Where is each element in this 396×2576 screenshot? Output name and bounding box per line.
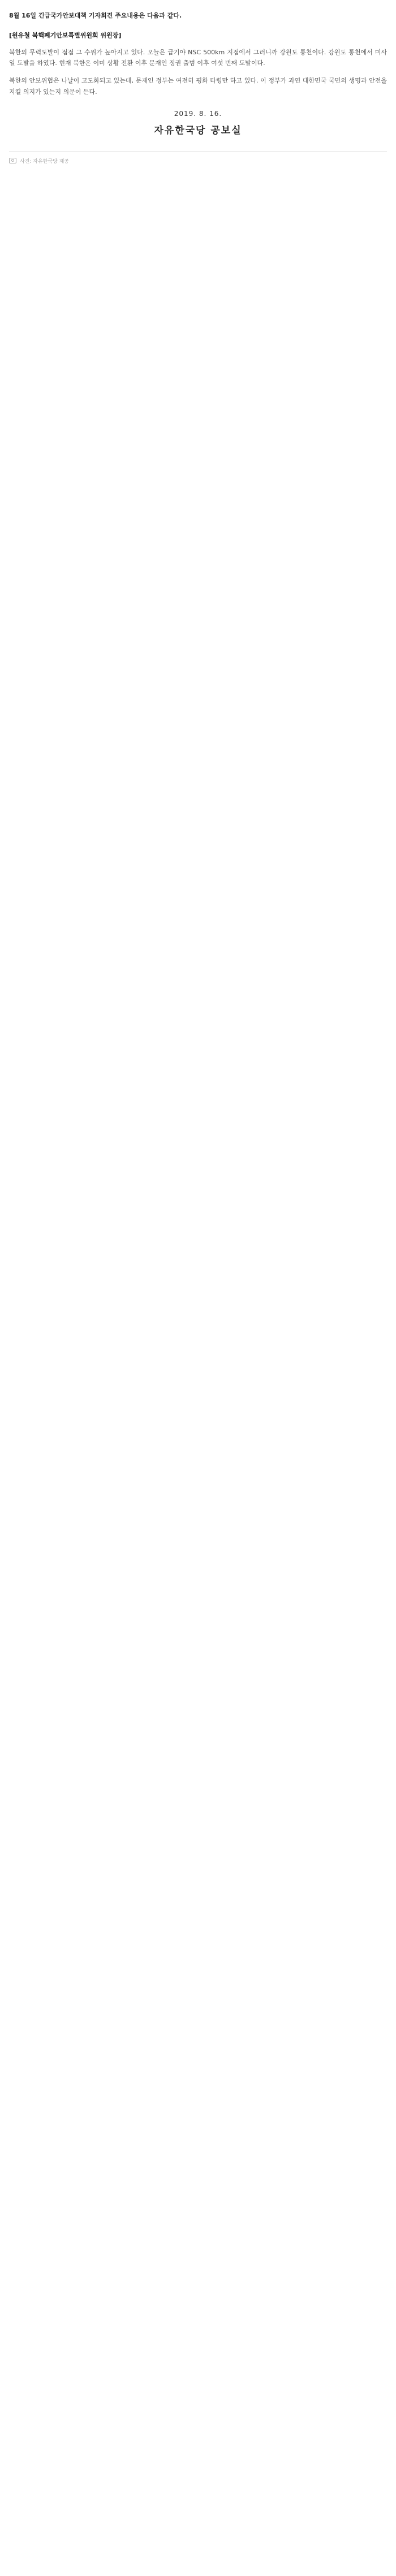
section-heading: [원유철 북핵폐기안보특별위원회 위원장] (9, 32, 122, 40)
paragraph: 북한의 안보위협은 나날이 고도화되고 있는데, 문재인 정부는 여전히 평화 타령만 하고 있다. 이 정부가 과연 대한민국 국민의 생명과 안전을 지킬 의지가 있는지 의문이 든다. (9, 77, 387, 96)
photo-caption (9, 151, 387, 165)
camera-icon (9, 158, 16, 163)
intro-text: 8월 16일 긴급국가안보대책 기자회견 주요내용은 다음과 같다. (9, 12, 182, 19)
release-date: 2019. 8. 16. (174, 109, 222, 118)
caption-text: 사진: 자유한국당 제공 (20, 158, 70, 165)
section-1 (9, 31, 387, 97)
footer (9, 110, 387, 136)
organization-name: 자유한국당 공보실 (154, 124, 242, 136)
paragraph: 북한의 무력도발이 점점 그 수위가 높아지고 있다. 오늘은 급기야 NSC 500km 지점에서 그러니까 강원도 통천이다. 강원도 통천에서 미사일 도발을 하였다. 현재 북한은 이미 상황 전환 이후 문재인 정권 출범 이후 여섯 번째 도발이다. (9, 48, 387, 67)
